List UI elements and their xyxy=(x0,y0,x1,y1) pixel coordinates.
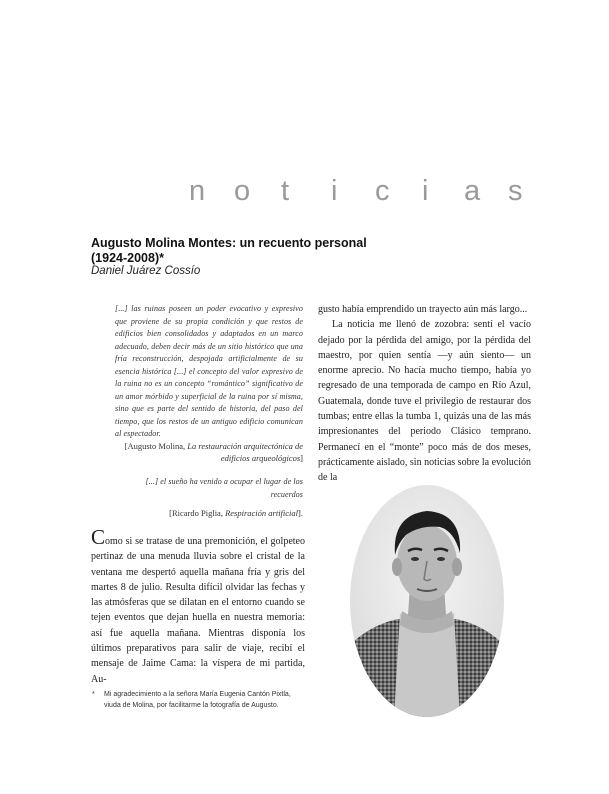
body-text-left-content: omo si se tratase de una premonición, el golpeteo pertinaz de una menuda lluvia sobre el cristal de la ventana me despertó aquella mañana fría y gris del martes 8 de julio. Resulta difícil olvidar las fechas y las atmósferas que se dilatan en el entorno cuando se tejen eventos que dejan huella en nuestra memoria: así fue aquella mañana. Mientras disponía los últimos preparativos para salir de viaje, recibí el mensaje de Jaime Cama: la víspera de mi partida, Au- xyxy=(91,536,305,685)
footnote-mark: * xyxy=(92,691,95,698)
attribution-work: La restauración arquitectónica de edificios arqueológicos xyxy=(187,441,303,463)
section-header xyxy=(0,176,609,206)
article-title-line1: Augusto Molina Montes: un recuento personal xyxy=(91,236,367,250)
paragraph: gusto había emprendido un trayecto aún más largo... xyxy=(318,304,528,315)
section-letter: i xyxy=(331,175,338,207)
footnote xyxy=(92,689,302,711)
attribution-work: Respiración artificial xyxy=(225,508,299,518)
epigraph-quote-2: [...] el sueño ha venido a ocupar el lugar de los recuerdos xyxy=(145,477,303,499)
attribution-author: [Augusto Molina, xyxy=(124,441,188,451)
section-letter: a xyxy=(464,175,481,207)
body-text-right xyxy=(318,302,531,486)
section-letter: i xyxy=(422,175,429,207)
section-letter: o xyxy=(234,175,251,207)
article-title xyxy=(91,236,411,266)
article-author: Daniel Juárez Cossío xyxy=(91,265,201,277)
section-letter: s xyxy=(508,175,523,207)
attribution-end: ]. xyxy=(298,508,303,518)
article-title-line2: (1924-2008)* xyxy=(91,251,164,265)
footnote-text: Mi agradecimiento a la señora María Eugenia Cantón Pixtla, viuda de Molina, por facilitarme la fotografía de Augusto. xyxy=(104,691,291,709)
paragraph: La noticia me llenó de zozobra: sentí el vacío dejado por la pérdida del amigo, por la pérdida del maestro, por quien sentía —y aún siento— un enorme aprecio. No hacía mucho tiempo, había yo regresado de una temporada de campo en Río Azul, Guatemala, donde tuve el privilegio de restaurar dos tumbas; entre ellas la tumba 1, quizás una de las más impresionantes del periodo Clásico temprano. Permanecí en el “monte” poco más de dos meses, prácticamente aislado, sin noticias sobre la evolución de la xyxy=(318,319,531,484)
epigraph-attribution-2 xyxy=(115,507,303,519)
epigraph-attribution-1 xyxy=(115,440,303,464)
drop-cap: C xyxy=(91,525,106,549)
attribution-author: [Ricardo Piglia, xyxy=(169,508,226,518)
author-portrait-photo xyxy=(350,485,504,717)
attribution-end: ] xyxy=(300,453,303,463)
section-letter: n xyxy=(189,175,206,207)
section-letter: c xyxy=(375,175,390,207)
epigraph-quote-1: [...] las ruinas poseen un poder evocativo y expresivo que proviene de su propia condición y que restos de edificios bien consolidados y adaptados en un marco adecuado, deben decir más de un sitio histórico que una fría reconstrucción, despojada artificialmente de su esencia histórica [...] el concepto del valor expresivo de la ruina no es un concepto “romántico” significativo de un amor mórbido y superficial de la ruina por sí misma, sino que es parte del sentido de historia, del paso del tiempo, que los restos de un antiguo edificio comunican al espectador. xyxy=(115,304,303,438)
section-letter: t xyxy=(281,175,290,207)
body-text-left xyxy=(91,525,305,687)
